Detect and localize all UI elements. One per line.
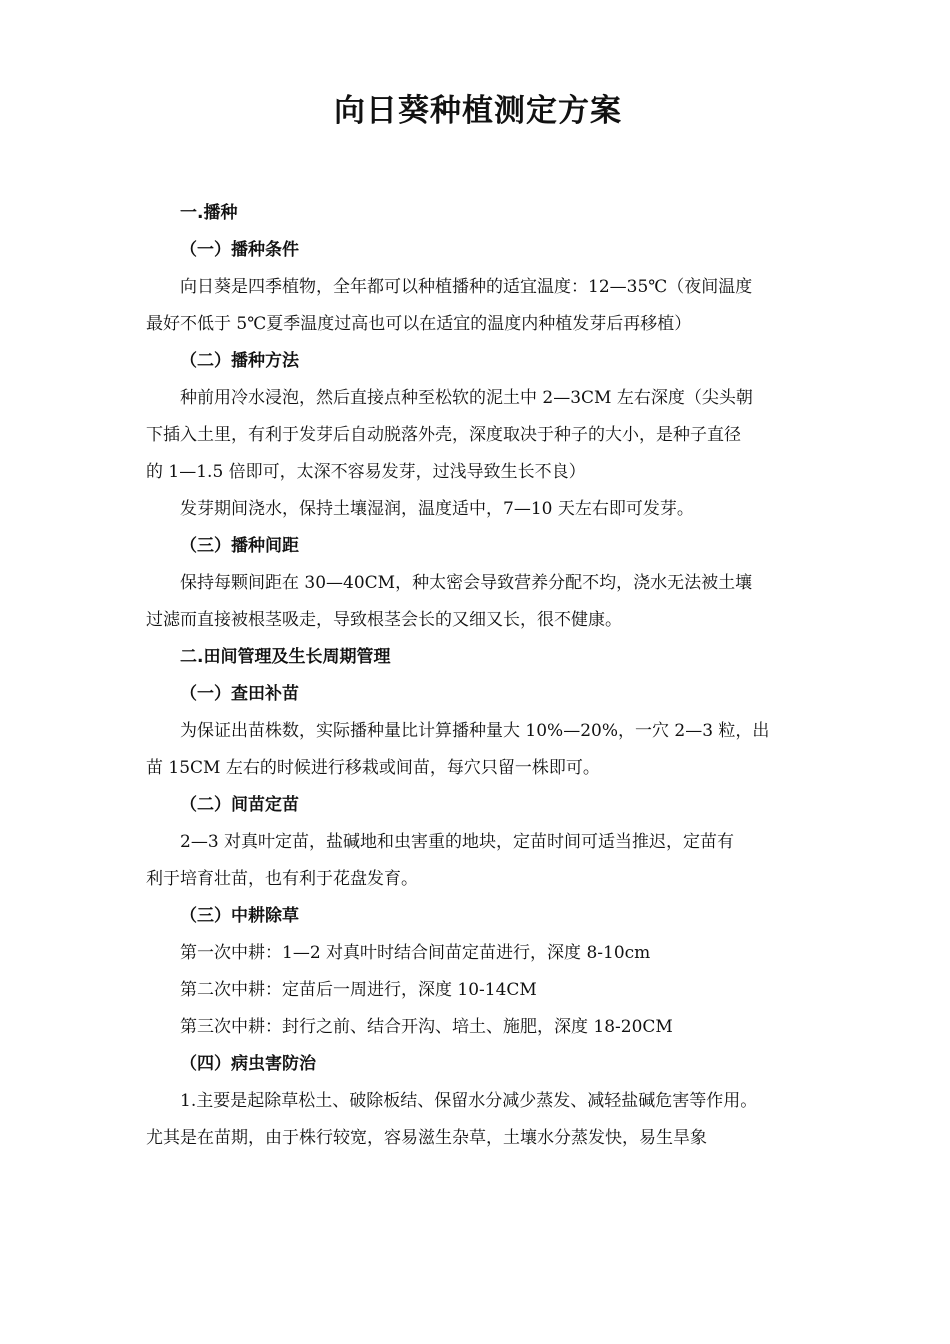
paragraph-line: 利于培育壮苗，也有利于花盘发育。 xyxy=(146,869,418,889)
paragraph-line: 种前用冷水浸泡，然后直接点种至松软的泥土中 2—3CM 左右深度（尖头朝 xyxy=(180,388,753,408)
paragraph-line: 尤其是在苗期，由于株行较宽，容易滋生杂草，土壤水分蒸发快，易生旱象 xyxy=(146,1128,707,1148)
subsection-heading: （二）播种方法 xyxy=(180,351,299,371)
subsection-heading: （一）播种条件 xyxy=(180,240,299,260)
section-heading: 一.播种 xyxy=(180,203,238,223)
paragraph-line: 最好不低于 5℃夏季温度过高也可以在适宜的温度内种植发芽后再移植） xyxy=(146,314,692,334)
paragraph-line: 的 1—1.5 倍即可，太深不容易发芽，过浅导致生长不良） xyxy=(146,462,586,482)
paragraph-line: 向日葵是四季植物，全年都可以种植播种的适宜温度：12—35℃（夜间温度 xyxy=(180,277,753,297)
paragraph-line: 过滤而直接被根茎吸走，导致根茎会长的又细又长，很不健康。 xyxy=(146,610,622,630)
paragraph-line: 下插入土里，有利于发芽后自动脱落外壳，深度取决于种子的大小，是种子直径 xyxy=(146,425,741,445)
paragraph-line: 1.主要是起除草松土、破除板结、保留水分减少蒸发、减轻盐碱危害等作用。 xyxy=(180,1091,758,1111)
paragraph-line: 第二次中耕：定苗后一周进行，深度 10-14CM xyxy=(180,980,537,1000)
paragraph-line: 保持每颗间距在 30—40CM，种太密会导致营养分配不均，浇水无法被土壤 xyxy=(180,573,753,593)
page-title: 向日葵种植测定方案 xyxy=(334,93,622,129)
section-heading: 二.田间管理及生长周期管理 xyxy=(180,647,391,667)
paragraph-line: 2—3 对真叶定苗，盐碱地和虫害重的地块，定苗时间可适当推迟，定苗有 xyxy=(180,832,735,852)
subsection-heading: （三）播种间距 xyxy=(180,536,299,556)
paragraph-line: 发芽期间浇水，保持土壤湿润，温度适中，7—10 天左右即可发芽。 xyxy=(180,499,694,519)
paragraph-line: 为保证出苗株数，实际播种量比计算播种量大 10%—20%，一穴 2—3 粒，出 xyxy=(180,721,770,741)
subsection-heading: （二）间苗定苗 xyxy=(180,795,299,815)
paragraph-line: 第一次中耕：1—2 对真叶时结合间苗定苗进行，深度 8-10cm xyxy=(180,943,651,963)
paragraph-line: 第三次中耕：封行之前、结合开沟、培土、施肥，深度 18-20CM xyxy=(180,1017,673,1037)
subsection-heading: （一）查田补苗 xyxy=(180,684,299,704)
subsection-heading: （四）病虫害防治 xyxy=(180,1054,316,1074)
document-body xyxy=(146,195,810,1157)
subsection-heading: （三）中耕除草 xyxy=(180,906,299,926)
paragraph-line: 苗 15CM 左右的时候进行移栽或间苗，每穴只留一株即可。 xyxy=(146,758,600,778)
